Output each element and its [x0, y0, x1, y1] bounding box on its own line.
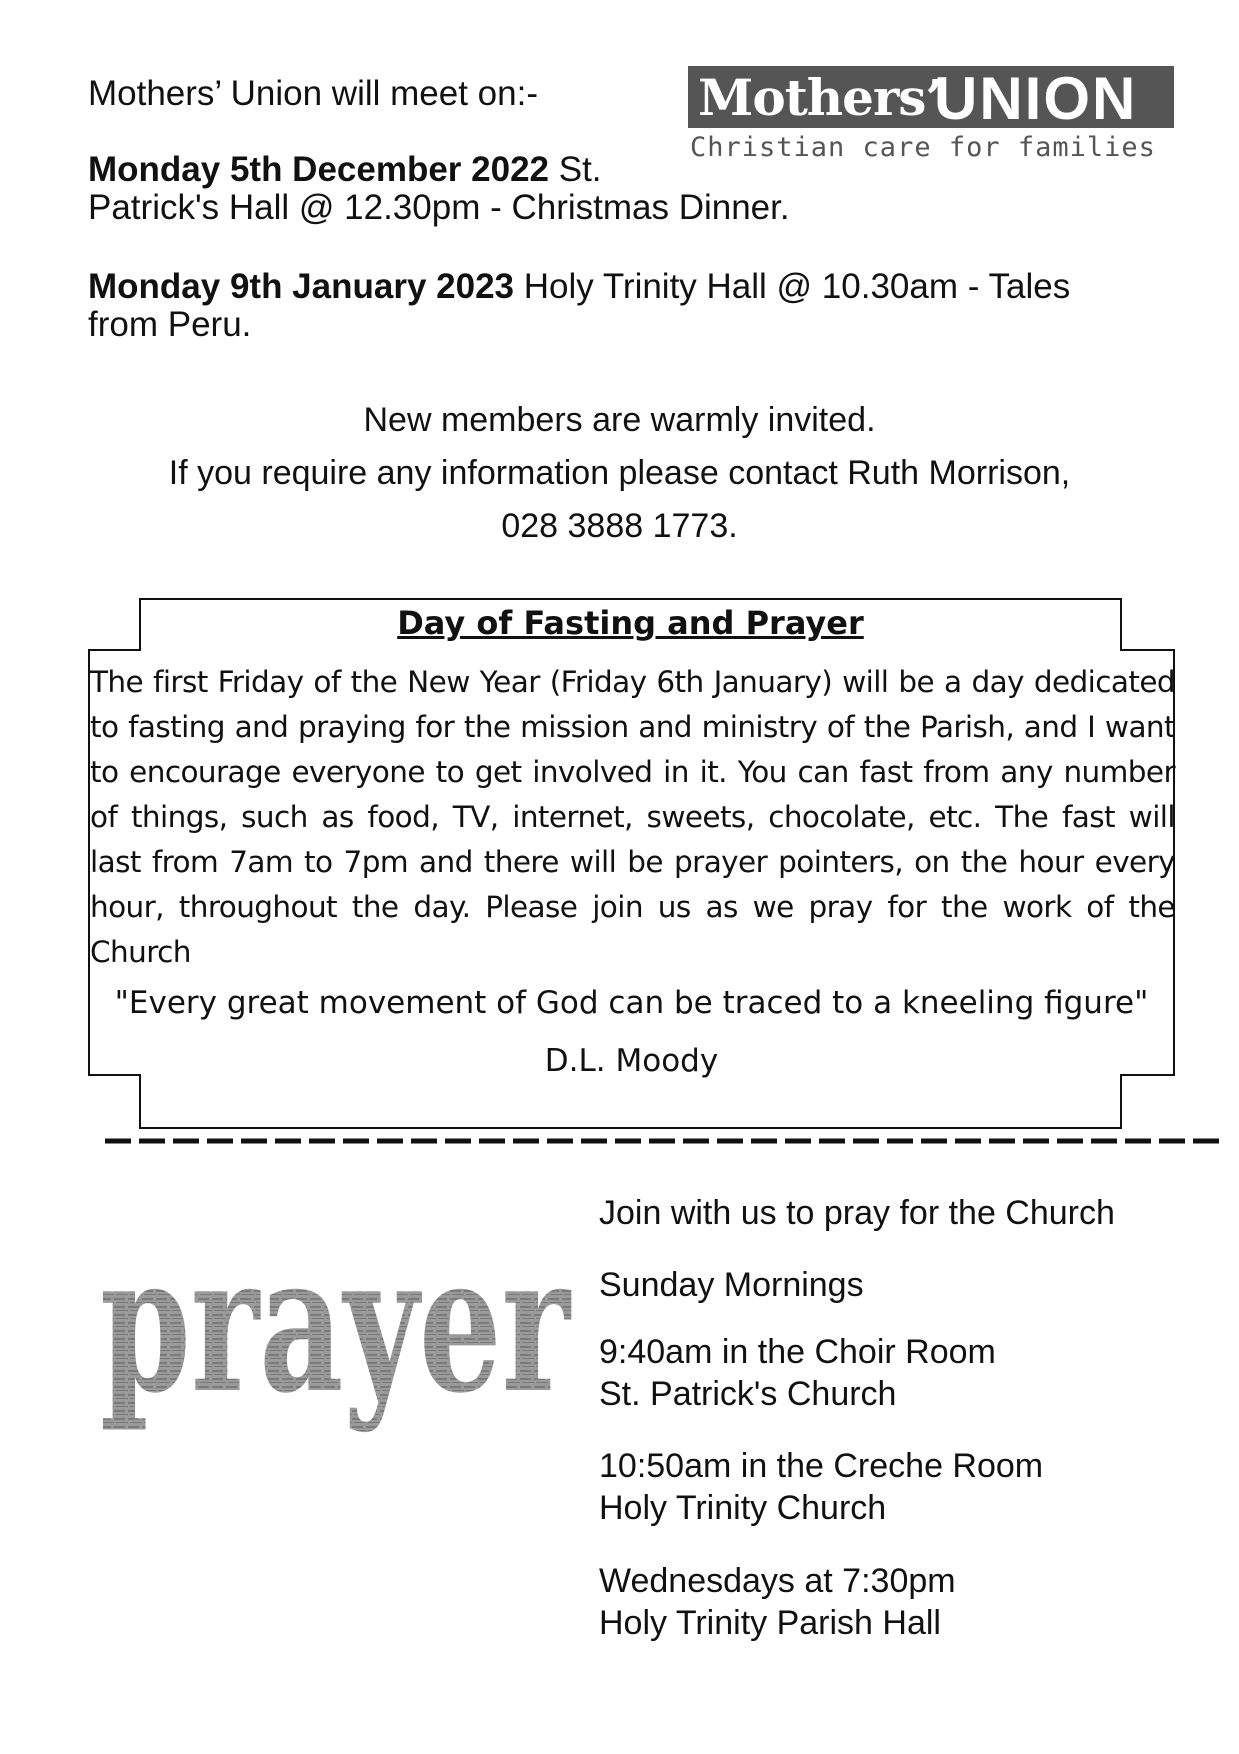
meeting-1-detail-a: St. [549, 150, 602, 189]
prayer-slot-2 [599, 1445, 1043, 1529]
prayer-slot-2-time: 10:50am in the Creche Room [599, 1447, 1044, 1485]
meeting-1-date: Monday 5th December 2022 [88, 150, 550, 189]
prayer-slot-2-place: Holy Trinity Church [599, 1489, 887, 1527]
dashed-divider [105, 1131, 1225, 1151]
prayer-slot-1-time: 9:40am in the Choir Room [599, 1333, 996, 1371]
prayer-slot-3-time: Wednesdays at 7:30pm [599, 1562, 956, 1600]
prayer-word-art [100, 1240, 580, 1460]
invite-line-2: If you require any information please contact Ruth Morrison, [168, 454, 1071, 492]
meeting-1 [88, 151, 1158, 227]
logo-word-union: UNION [934, 65, 1138, 132]
logo-tagline: Christian care for families [690, 132, 1156, 163]
logo-word-mothers: Mothers’ [698, 68, 942, 127]
prayer-word-text: prayer [100, 1240, 572, 1435]
fasting-quote: "Every great movement of God can be traced to a kneeling figure" [114, 985, 1149, 1021]
prayer-slot-1-place: St. Patrick's Church [599, 1375, 897, 1413]
meeting-1-detail-b: Patrick's Hall @ 12.30pm - Christmas Dinner. [88, 188, 790, 227]
meeting-2-detail-b: from Peru. [88, 305, 252, 344]
logo-banner [688, 65, 1174, 132]
prayer-heading: Join with us to pray for the Church [599, 1194, 1115, 1232]
meeting-2-date: Monday 9th January 2023 [88, 267, 514, 306]
invite-line-3: 028 3888 1773. [501, 507, 738, 545]
fasting-title: Day of Fasting and Prayer [397, 604, 864, 642]
fasting-quote-author: D.L. Moody [544, 1043, 719, 1079]
prayer-slot-3-place: Holy Trinity Parish Hall [599, 1604, 941, 1642]
meeting-2-detail-a: Holy Trinity Hall @ 10.30am - Tales [514, 267, 1071, 306]
prayer-subheading: Sunday Mornings [599, 1266, 864, 1304]
intro-text: Mothers’ Union will meet on:- [88, 74, 538, 113]
meeting-2 [88, 268, 1158, 344]
fasting-body: The first Friday of the New Year (Friday 6th January) will be a day dedicated to fasting and praying for the mission and ministry of the Parish, and I want to encourage everyone to get involved in it. You can fast from any number of things, such as food, TV, internet, sweets, chocolate, etc. The fast will last from 7am to 7pm and there will be prayer pointers, on the hour every hour, throughout the day. Please join us as we pray for the work of the Church [90, 665, 1175, 969]
prayer-slot-3 [599, 1560, 956, 1644]
invite-line-1: New members are warmly invited. [363, 401, 876, 439]
prayer-slot-1 [599, 1331, 996, 1415]
